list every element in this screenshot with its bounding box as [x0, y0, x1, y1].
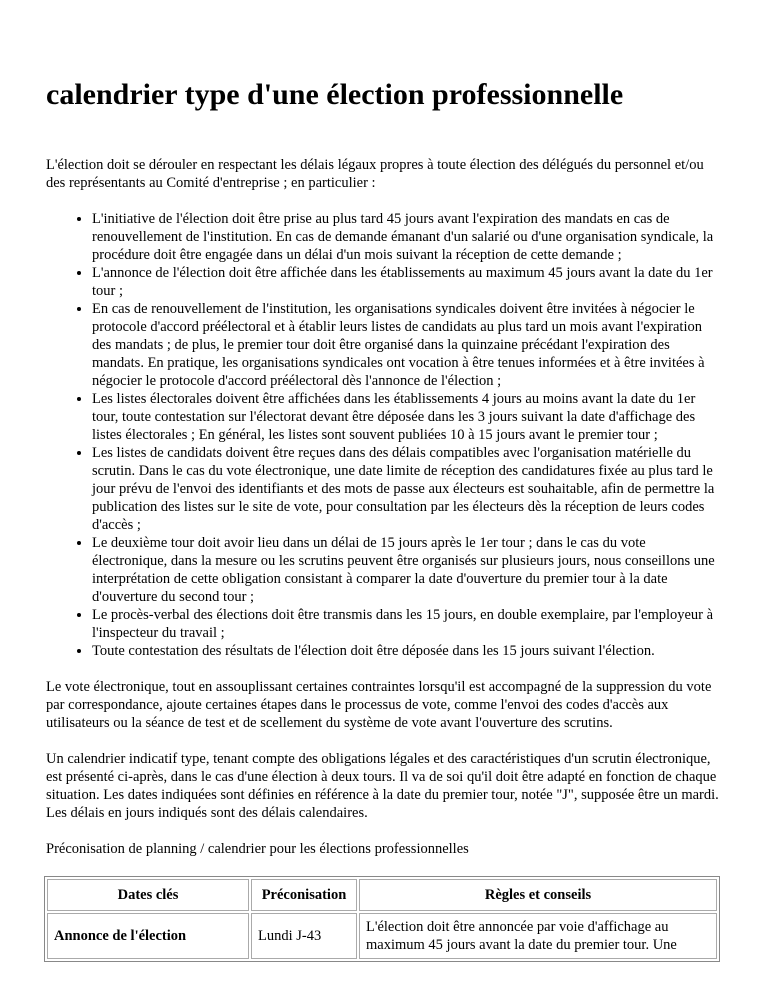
header-regles-conseils: Règles et conseils	[359, 879, 717, 911]
list-item: • L'annonce de l'élection doit être affichée dans les établissements au maximum 45 jours avant la date du 1er tour ;	[92, 264, 722, 300]
intro-paragraph: L'élection doit se dérouler en respectant les délais légaux propres à toute élection des délégués du personnel et/ou des représentants au Comité d'entreprise ; en particulier :	[46, 157, 704, 191]
list-item: • Toute contestation des résultats de l'élection doit être déposée dans les 15 jours suivant l'élection.	[92, 642, 722, 660]
rules-list	[46, 210, 722, 660]
list-item: • Le procès-verbal des élections doit être transmis dans les 15 jours, en double exemplaire, par l'employeur à l'inspecteur du travail ;	[92, 606, 722, 642]
cell-key-date: Annonce de l'élection	[47, 913, 249, 959]
page-title: calendrier type d'une élection professionnelle	[46, 78, 624, 111]
preconisation-paragraph: Préconisation de planning / calendrier pour les élections professionnelles	[46, 841, 469, 857]
list-item: • L'initiative de l'élection doit être prise au plus tard 45 jours avant l'expiration des mandats en cas de renouvellement de l'institution. En cas de demande émanant d'un salarié ou d'une organisation syndicale, la procédure doit être engagée dans un délai d'un mois suivant la réception de cette demande ;	[92, 210, 722, 264]
calendrier-paragraph: Un calendrier indicatif type, tenant compte des obligations légales et des caractéristiques d'un scrutin électronique, est présenté ci-après, dans le cas d'une élection à deux tours. Il va de soi qu'il doit être adapté en fonction de chaque situation. Les dates indiquées sont définies en référence à la date du premier tour, notée "J", supposée être un mardi. Les délais en jours indiqués sont des délais calendaires.	[46, 751, 719, 821]
vote-electronique-paragraph: Le vote électronique, tout en assouplissant certaines contraintes lorsqu'il est accompagné de la suppression du vote par correspondance, ajoute certaines étapes dans le processus de vote, comme l'envoi des codes d'accès aux utilisateurs ou la séance de test et de scellement du système de vote avant l'ouverture des scrutins.	[46, 679, 712, 731]
header-dates-cles: Dates clés	[47, 879, 249, 911]
list-item: • Les listes de candidats doivent être reçues dans des délais compatibles avec l'organisation matérielle du scrutin. Dans le cas du vote électronique, une date limite de réception des candidatures fixée au plus tard le jour prévu de l'envoi des identifiants et des mots de passe aux électeurs est souhaitable, afin de permettre la publication des listes sur le site de vote, pour consultation par les électeurs dès la réception de leurs codes d'accès ;	[92, 444, 722, 534]
table-header-row	[47, 879, 717, 911]
list-item: • Les listes électorales doivent être affichées dans les établissements 4 jours au moins avant la date du 1er tour, toute contestation sur l'électorat devant être déposée dans les 3 jours suivant la date d'affichage des listes électorales ; En général, les listes sont souvent publiées 10 à 15 jours avant le premier tour ;	[92, 390, 722, 444]
list-item: • En cas de renouvellement de l'institution, les organisations syndicales doivent être invitées à négocier le protocole d'accord préélectoral et à établir leurs listes de candidats au plus tard un mois avant l'expiration des mandats ; de plus, le premier tour doit être organisé dans la quinzaine précédant l'expiration des mandats. En pratique, les organisations syndicales ont vocation à être tenues informées et à être invitées à négocier le protocole d'accord préélectoral dès l'annonce de l'élection ;	[92, 300, 722, 390]
cell-rule: L'élection doit être annoncée par voie d'affichage au maximum 45 jours avant la date du premier tour. Une	[359, 913, 717, 959]
table-row	[47, 913, 717, 959]
header-preconisation: Préconisation	[251, 879, 357, 911]
list-item: • Le deuxième tour doit avoir lieu dans un délai de 15 jours après le 1er tour ; dans le cas du vote électronique, dans la mesure ou les scrutins peuvent être organisés sur plusieurs jours, nous conseillons une interprétation de cette obligation consistant à comparer la date d'ouverture du premier tour à la date d'ouverture du second tour ;	[92, 534, 722, 606]
calendar-table	[44, 876, 720, 962]
cell-preconisation: Lundi J-43	[251, 913, 357, 959]
